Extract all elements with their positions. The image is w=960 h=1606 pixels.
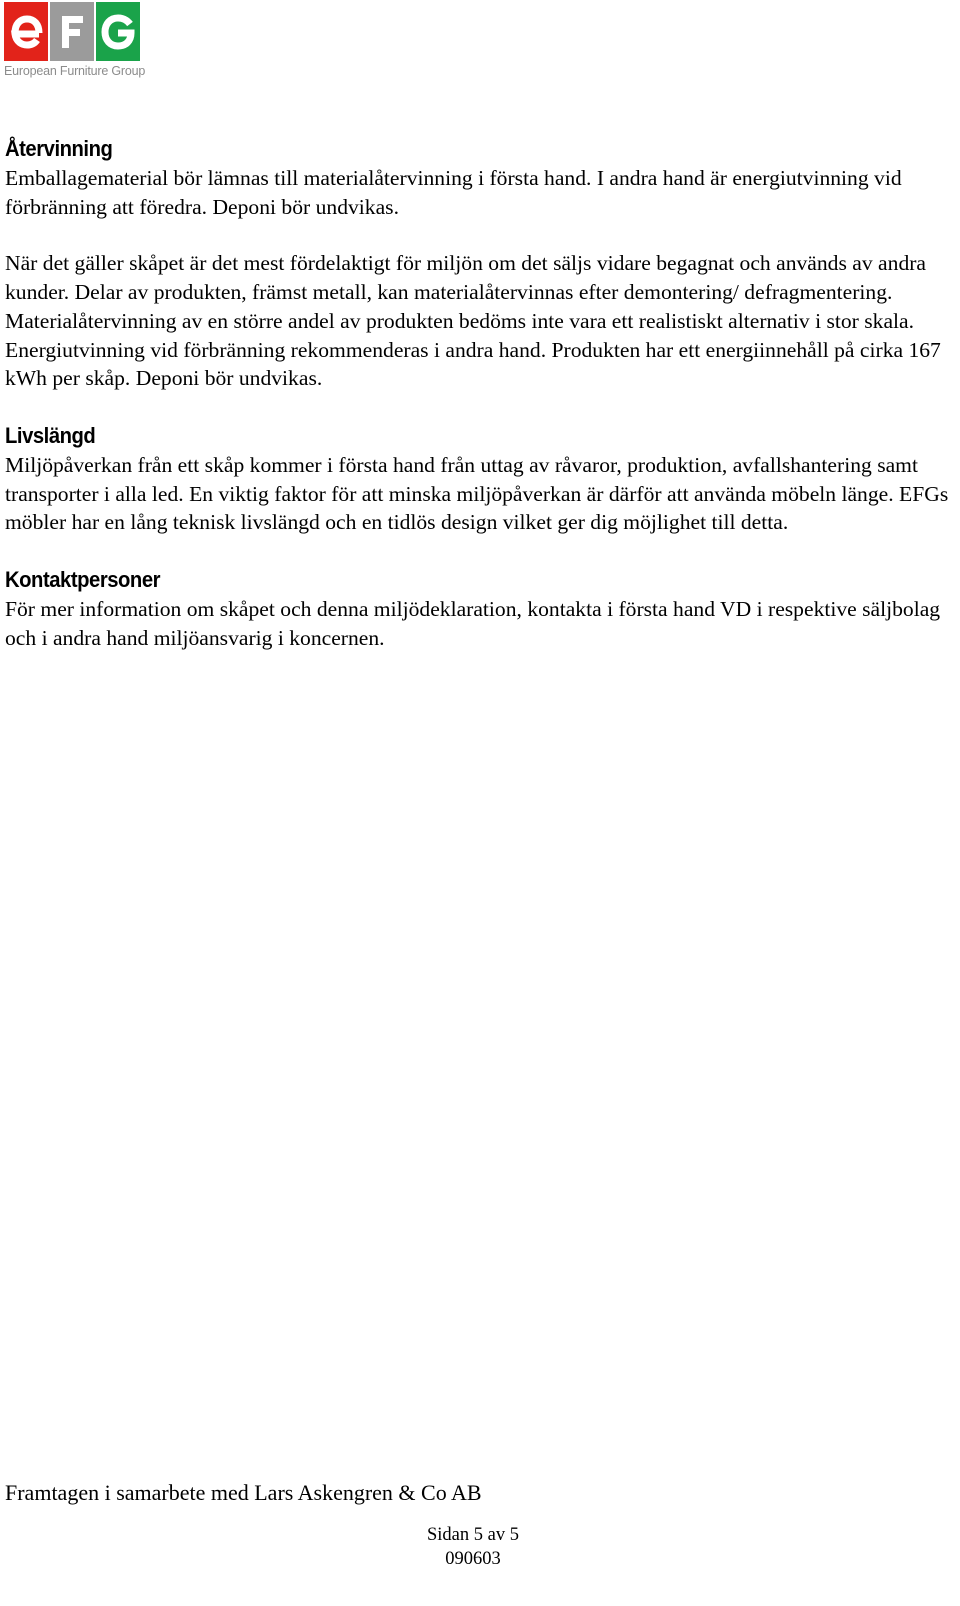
section-heading: Kontaktpersoner xyxy=(5,567,161,593)
logo-tagline: European Furniture Group xyxy=(4,64,146,78)
logo-letter-f-icon xyxy=(57,12,87,52)
section-paragraph: När det gäller skåpet är det mest fördelaktigt för miljön om det säljs vidare begagnat och används av andra kunder. Delar av produkten, främst metall, kan materialåtervinnas efter demontering/ defragmentering. Materialåtervinning av en större andel av produkten bedöms inte vara ett realistiskt alternativ i stor skala. Energiutvinning vid förbränning rekommenderas i andra hand. Produkten har ett energiinnehåll på cirka 167 kWh per skåp. Deponi bör undvikas. xyxy=(5,251,941,391)
logo-mark xyxy=(4,2,140,61)
section-heading: Livslängd xyxy=(5,422,96,448)
page-footer xyxy=(0,1523,946,1571)
logo-letter-e-icon xyxy=(6,12,46,52)
page-number: Sidan 5 av 5 xyxy=(427,1525,519,1545)
section-atervinning xyxy=(5,134,955,393)
footer-note: Framtagen i samarbete med Lars Askengren & Co AB xyxy=(5,1480,482,1505)
section-livslangd xyxy=(5,421,955,537)
section-paragraph: Emballagematerial bör lämnas till materialåtervinning i första hand. I andra hand är energiutvinning vid förbränning att föredra. Deponi bör undvikas. xyxy=(5,166,902,219)
section-paragraph: Miljöpåverkan från ett skåp kommer i första hand från uttag av råvaror, produktion, avfallshantering samt transporter i alla led. En viktig faktor för att minska miljöpåverkan är därför att använda möbeln länge. EFGs möbler har en lång teknisk livslängd och en tidlös design vilket ger dig möjlighet till detta. xyxy=(5,452,949,535)
logo-box-e xyxy=(4,2,48,61)
section-heading: Återvinning xyxy=(5,136,113,161)
document-code: 090603 xyxy=(445,1549,501,1569)
logo-box-g xyxy=(96,2,140,61)
logo-letter-g-icon xyxy=(98,12,138,52)
logo-box-f xyxy=(50,2,94,61)
section-paragraph: För mer information om skåpet och denna miljödeklaration, kontakta i första hand VD i respektive säljbolag och i andra hand miljöansvarig i koncernen. xyxy=(5,597,941,650)
section-kontaktpersoner xyxy=(5,565,955,652)
efg-logo xyxy=(4,2,146,82)
document-body xyxy=(5,134,955,680)
